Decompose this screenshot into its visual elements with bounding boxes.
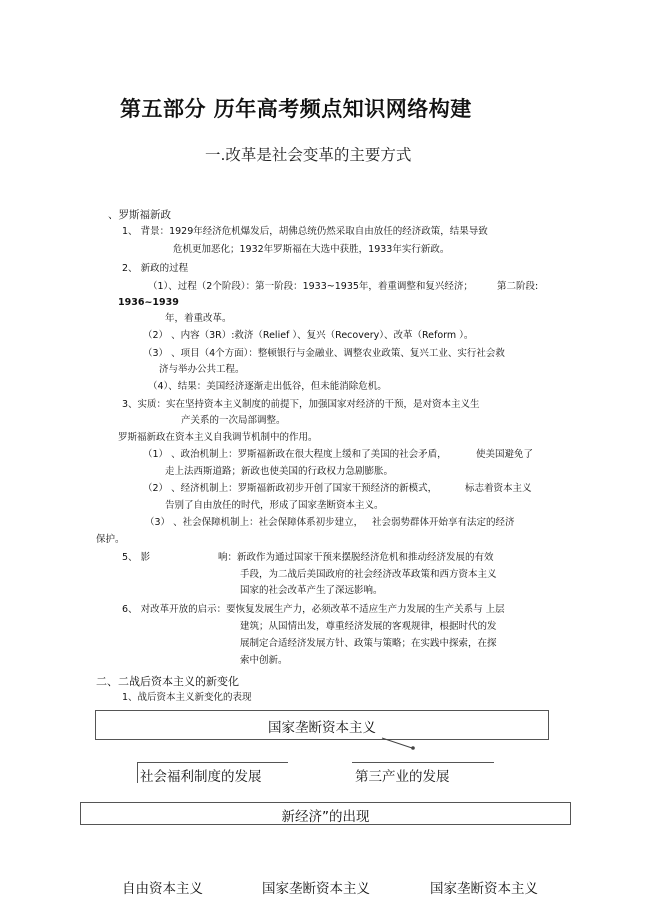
essence-line-a: 3、实质：实在坚持资本主义制度的前提下，加强国家对经济的干预，是对资本主义生 (122, 399, 480, 410)
process-2: （2） 、内容（3R）:救济（Relief ）、复兴（Recovery）、改革（Reform ）。 (143, 330, 474, 341)
tertiary-label: 第三产业的发展 (355, 769, 450, 785)
role-1-line-c: 走上法西斯道路；新政也使美国的行政权力急剧膨胀。 (165, 466, 394, 477)
influence-line-b: 手段，为二战后美国政府的社会经济改革政策和西方资本主义 (240, 569, 497, 580)
background-line-1: 1、 背景：1929年经济危机爆发后，胡佛总统仍然采取自由放任的经济政策，结果导致 (122, 226, 488, 237)
role-heading: 罗斯福新政在资本主义自我调节机制中的作用。 (118, 432, 318, 443)
role-3-line-c: 保护。 (96, 534, 125, 545)
process-4: （4）、结果：美国经济逐渐走出低谷，但未能消除危机。 (148, 381, 387, 392)
background-line-2: 危机更加恶化；1932年罗斯福在大选中获胜，1933年实行新政。 (173, 244, 450, 255)
postwar-subheading: 1、战后资本主义新变化的表现 (122, 692, 252, 703)
influence-label: 5、 影 (122, 552, 151, 563)
process-1-line-a: （1）、过程（2个阶段）：第一阶段：1933~1935年，着重调整和复兴经济； (148, 281, 473, 292)
process-3-line-b: 济与举办公共工程。 (159, 364, 245, 375)
page-subtitle: 一.改革是社会变革的主要方式 (205, 146, 412, 164)
role-3-line-b: 社会弱势群体开始享有法定的经济 (372, 517, 515, 528)
process-heading: 2、 新政的过程 (122, 263, 189, 274)
role-2-line-b: 标志着资本主义 (465, 483, 532, 494)
state-monopoly-box (95, 710, 549, 740)
bottom-label-state-monopoly-1: 国家垄断资本主义 (262, 881, 370, 897)
insight-line-d: 索中创新。 (240, 655, 288, 666)
insight-line-b: 建筑；从国情出发，尊重经济发展的客观规律，根据时代的发 (240, 621, 497, 632)
welfare-label: 社会福利制度的发展 (140, 769, 262, 785)
role-3-line-a: （3） 、社会保障机制上：社会保障体系初步建立， (145, 517, 364, 528)
page-title: 第五部分 历年高考频点知识网络构建 (120, 97, 472, 121)
process-3-line-a: （3） 、项目（4个方面）：整顿银行与金融业、调整农业政策、复兴工业、实行社会救 (143, 348, 505, 359)
process-1-line-d: 年，着重改革。 (165, 313, 232, 324)
bottom-label-state-monopoly-2: 国家垄断资本主义 (430, 881, 538, 897)
insight-line-a: 6、 对改革开放的启示：要恢复发展生产力，必须改革不适应生产力发展的生产关系与 上层 (122, 604, 505, 615)
bottom-label-free-capitalism: 自由资本主义 (122, 881, 203, 897)
new-economy-box (80, 802, 571, 825)
role-2-line-a: （2） 、经济机制上：罗斯福新政初步开创了国家干预经济的新模式， (143, 483, 438, 494)
connector-arrow (380, 736, 420, 752)
insight-line-c: 展制定合适经济发展方针、政策与策略；在实践中探索，在探 (240, 638, 497, 649)
section-heading-postwar: 二、二战后资本主义的新变化 (96, 675, 239, 688)
process-1-line-b: 第二阶段: (497, 281, 539, 292)
state-monopoly-label: 国家垄断资本主义 (268, 720, 376, 736)
essence-line-b: 产关系的一次局部调整。 (181, 415, 286, 426)
role-2-line-c: 告别了自由放任的时代，形成了国家垄断资本主义。 (165, 500, 384, 511)
influence-line-c: 国家的社会改革产生了深远影响。 (240, 585, 383, 596)
role-1-line-a: （1） 、政治机制上：罗斯福新政在很大程度上缓和了美国的社会矛盾， (143, 449, 447, 460)
process-1-line-c: 1936~1939 (118, 297, 179, 308)
role-1-line-b: 使美国避免了 (476, 449, 534, 460)
section-heading-roosevelt: 、罗斯福新政 (108, 209, 171, 221)
influence-line-a: 响：新政作为通过国家干预来摆脱经济危机和推动经济发展的有效 (218, 552, 494, 563)
new-economy-label: 新经济”的出现 (281, 809, 370, 825)
